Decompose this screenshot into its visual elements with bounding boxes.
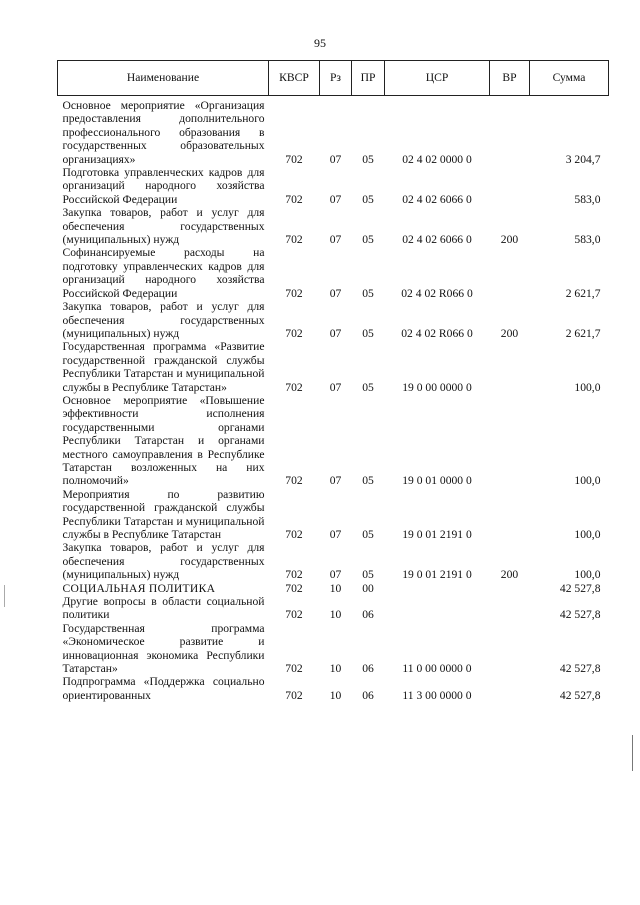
row-name: Закупка товаров, работ и услуг для обеспечения государственных (муниципальных) нужд <box>62 541 265 582</box>
row-sum: 2 621,7 <box>565 326 601 340</box>
row-sum: 100,0 <box>574 380 601 394</box>
row-kvsr: 702 <box>285 380 303 394</box>
row-kvsr: 702 <box>285 581 303 595</box>
page-number: 95 <box>314 36 326 50</box>
table-row <box>58 595 609 622</box>
row-rz: 10 <box>329 662 342 676</box>
row-kvsr: 702 <box>285 326 303 340</box>
row-rz: 10 <box>329 688 342 702</box>
row-vr <box>490 488 530 542</box>
table-row <box>58 622 609 676</box>
header-vr: ВР <box>490 61 530 96</box>
row-kvsr: 702 <box>285 528 303 541</box>
row-sum: 3 204,7 <box>565 152 601 166</box>
row-sum: 100,0 <box>574 474 601 488</box>
row-name: СОЦИАЛЬНАЯ ПОЛИТИКА <box>62 581 216 595</box>
row-pr: 05 <box>362 568 374 582</box>
row-pr: 06 <box>362 688 374 702</box>
header-name: Наименование <box>58 61 269 96</box>
row-sum: 2 621,7 <box>565 286 601 300</box>
row-pr: 05 <box>362 152 374 166</box>
row-csr <box>385 582 490 595</box>
row-sum: 42 527,8 <box>559 688 601 702</box>
scan-edge-mark <box>4 585 5 607</box>
row-pr: 05 <box>362 326 374 340</box>
budget-table <box>57 60 609 702</box>
row-pr: 05 <box>362 233 374 247</box>
row-sum: 42 527,8 <box>559 581 601 595</box>
row-csr <box>385 595 490 622</box>
row-csr: 02 4 02 R066 0 <box>401 326 473 340</box>
row-csr: 19 0 01 0000 0 <box>402 474 472 488</box>
table-header-row <box>58 61 609 96</box>
row-name: Государственная программа «Экономическое развитие и инновационная экономика Республики Татарстан» <box>62 621 265 676</box>
row-vr <box>490 166 530 206</box>
row-rz: 07 <box>329 192 342 206</box>
header-sum: Сумма <box>530 61 609 96</box>
row-rz: 07 <box>329 528 342 541</box>
table-row <box>58 541 609 581</box>
row-name: Другие вопросы в области социальной политики <box>62 595 265 622</box>
row-sum: 100,0 <box>574 528 601 541</box>
row-rz: 07 <box>329 474 342 488</box>
row-rz: 07 <box>329 568 342 582</box>
row-rz: 10 <box>329 608 342 622</box>
row-vr: 200 <box>500 233 519 247</box>
row-csr: 11 0 00 0000 0 <box>402 662 472 676</box>
table-row <box>58 675 609 702</box>
row-pr: 05 <box>362 528 374 541</box>
row-sum: 42 527,8 <box>559 608 601 622</box>
row-name: Мероприятия по развитию государственной гражданской службы Республики Татарстан и муниципальной службы в Республике Татарстан <box>62 487 265 541</box>
row-name: Подготовка управленческих кадров для организаций народного хозяйства Российской Федерации <box>62 166 265 206</box>
row-vr: 200 <box>500 326 519 340</box>
header-rz: Рз <box>320 61 352 96</box>
table-row <box>58 206 609 246</box>
row-rz: 07 <box>329 380 342 394</box>
row-vr <box>490 675 530 702</box>
row-pr: 05 <box>362 474 374 488</box>
row-pr: 05 <box>362 380 374 394</box>
row-vr <box>490 622 530 676</box>
row-sum: 583,0 <box>574 233 601 247</box>
row-kvsr: 702 <box>285 608 303 622</box>
table-row <box>58 96 609 167</box>
row-csr: 19 0 00 0000 0 <box>402 380 472 394</box>
row-csr: 11 3 00 0000 0 <box>402 688 472 702</box>
row-rz: 07 <box>329 286 342 300</box>
row-kvsr: 702 <box>285 233 303 247</box>
row-pr: 05 <box>362 286 374 300</box>
row-name: Софинансируемые расходы на подготовку управленческих кадров для организаций народного хозяйства Российской Федерации <box>62 246 265 300</box>
row-vr <box>490 394 530 488</box>
row-pr: 05 <box>362 192 374 206</box>
row-name: Основное мероприятие «Повышение эффективности исполнения государственными органами Республики Татарстан и органами местного самоуправления в Республике Татарстан возложенных на них полномочий» <box>62 393 265 488</box>
row-vr <box>490 96 530 167</box>
table-row <box>58 166 609 206</box>
table-row <box>58 488 609 542</box>
row-kvsr: 702 <box>285 192 303 206</box>
row-kvsr: 702 <box>285 662 303 676</box>
row-rz: 07 <box>329 152 342 166</box>
table-row <box>58 340 609 394</box>
header-csr: ЦСР <box>385 61 490 96</box>
row-name: Государственная программа «Развитие государственной гражданской службы Республики Татарстан и муниципальной службы в Республике Татарстан» <box>62 340 265 394</box>
row-kvsr: 702 <box>285 474 303 488</box>
table-row <box>58 300 609 340</box>
row-sum: 583,0 <box>574 192 601 206</box>
row-vr <box>490 340 530 394</box>
row-sum: 42 527,8 <box>559 662 601 676</box>
row-pr: 00 <box>362 581 374 595</box>
row-csr: 02 4 02 R066 0 <box>401 286 473 300</box>
row-name: Закупка товаров, работ и услуг для обеспечения государственных (муниципальных) нужд <box>62 300 265 340</box>
row-rz: 10 <box>329 581 342 595</box>
row-csr: 02 4 02 6066 0 <box>402 233 472 247</box>
row-csr: 02 4 02 0000 0 <box>402 152 472 166</box>
row-kvsr: 702 <box>285 688 303 702</box>
header-pr: ПР <box>352 61 385 96</box>
row-vr: 200 <box>500 568 519 582</box>
row-pr: 06 <box>362 662 374 676</box>
header-kvsr: КВСР <box>269 61 320 96</box>
row-name: Закупка товаров, работ и услуг для обеспечения государственных (муниципальных) нужд <box>62 206 265 247</box>
row-kvsr: 702 <box>285 152 303 166</box>
row-csr: 19 0 01 2191 0 <box>402 568 472 582</box>
row-rz: 07 <box>329 326 342 340</box>
row-csr: 02 4 02 6066 0 <box>402 192 472 206</box>
table-row <box>58 246 609 300</box>
row-vr <box>490 246 530 300</box>
row-kvsr: 702 <box>285 286 303 300</box>
table-row <box>58 582 609 595</box>
table-row <box>58 394 609 488</box>
row-rz: 07 <box>329 233 342 247</box>
row-vr <box>490 595 530 622</box>
row-pr: 06 <box>362 608 374 622</box>
row-name: Основное мероприятие «Организация предоставления дополнительного профессионального образования в государственных образовательных организациях» <box>62 99 265 166</box>
scan-edge-mark <box>632 735 633 771</box>
row-kvsr: 702 <box>285 568 303 582</box>
row-vr <box>490 582 530 595</box>
row-csr: 19 0 01 2191 0 <box>402 528 472 541</box>
row-sum: 100,0 <box>574 568 601 582</box>
row-name: Подпрограмма «Поддержка социально ориентированных <box>62 675 265 702</box>
